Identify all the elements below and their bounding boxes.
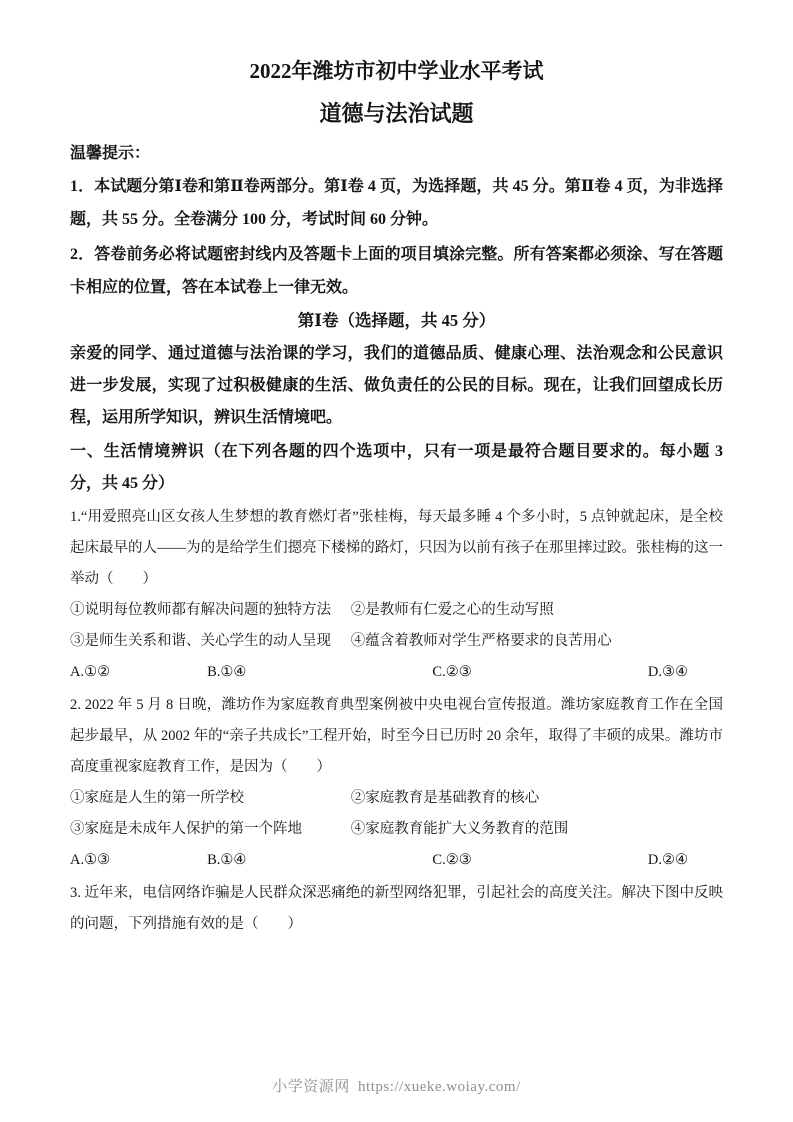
question-1-choice-c: C.②③	[432, 664, 472, 680]
footer-site-name: 小学资源网	[272, 1079, 350, 1095]
question-1-stem: 1.“用爱照亮山区女孩人生梦想的教育燃灯者”张桂梅，每天最多睡 4 个多小时，5 点钟就起床，是全校起床最早的人——为的是给学生们摁亮下楼梯的路灯，只因为以前有孩子在那里摔过跤。张桂梅的这一举动（ ）	[70, 509, 723, 587]
tip-item-2: 2．答卷前务必将试题密封线内及答题卡上面的项目填涂完整。所有答案都必须涂、写在答题卡相应的位置，答在本试卷上一律无效。	[70, 246, 723, 296]
question-1-option-3: ③是师生关系和谐、关心学生的动人呈现	[70, 633, 331, 649]
question-2-option-1: ①家庭是人生的第一所学校	[70, 790, 244, 806]
question-1-option-4: ④蕴含着教师对学生严格要求的良苦用心	[350, 633, 612, 649]
question-1-option-2: ②是教师有仁爱之心的生动写照	[350, 602, 554, 618]
tip-item-1: 1．本试题分第Ⅰ卷和第Ⅱ卷两部分。第Ⅰ卷 4 页，为选择题，共 45 分。第Ⅱ卷 4 页，为非选择题，共 55 分。全卷满分 100 分，考试时间 60 分钟。	[70, 178, 723, 228]
question-2-stem: 2. 2022 年 5 月 8 日晚，潍坊作为家庭教育典型案例被中央电视台宣传报道。潍坊家庭教育工作在全国起步最早，从 2002 年的“亲子共成长”工程开始，时至今日已历时 20 余年，取得了丰硕的成果。潍坊市高度重视家庭教育工作，是因为（ ）	[70, 697, 723, 775]
question-2-choices	[70, 845, 723, 876]
intro-paragraph: 亲爱的同学、通过道德与法治课的学习，我们的道德品质、健康心理、法治观念和公民意识进一步发展，实现了过积极健康的生活、做负责任的公民的目标。现在，让我们回望成长历程，运用所学知识，辨识生活情境吧。	[70, 345, 723, 426]
question-2	[70, 690, 723, 876]
question-1	[70, 502, 723, 688]
tips-header: 温馨提示：	[70, 145, 151, 162]
footer-watermark	[0, 1075, 793, 1096]
question-3	[70, 878, 723, 940]
question-1-option-1: ①说明每位教师都有解决问题的独特方法	[70, 602, 331, 618]
exam-title: 2022年潍坊市初中学业水平考试	[249, 59, 544, 83]
question-1-options	[70, 595, 723, 657]
question-1-choices	[70, 657, 723, 688]
question-1-choice-b: B.①④	[207, 664, 247, 680]
question-1-choice-a: A.①②	[70, 664, 111, 680]
question-2-choice-d: D.②④	[647, 852, 688, 868]
question-2-option-2: ②家庭教育是基础教育的核心	[350, 790, 540, 806]
question-3-stem: 3. 近年来，电信网络诈骗是人民群众深恶痛绝的新型网络犯罪，引起社会的高度关注。解决下图中反映的问题，下列措施有效的是（ ）	[70, 885, 723, 932]
footer-site-url: https://xueke.woiay.com/	[358, 1079, 521, 1095]
question-2-option-3: ③家庭是未成年人保护的第一个阵地	[70, 821, 302, 837]
exam-subject-title: 道德与法治试题	[319, 101, 474, 126]
question-2-choice-b: B.①④	[207, 852, 247, 868]
question-2-choice-a: A.①③	[70, 852, 111, 868]
part-1-heading: 一、生活情境辨识（在下列各题的四个选项中，只有一项是最符合题目要求的。每小题 3 分，共 45 分）	[70, 443, 723, 492]
question-2-option-4: ④家庭教育能扩大义务教育的范围	[350, 821, 569, 837]
question-2-choice-c: C.②③	[432, 852, 472, 868]
question-1-choice-d: D.③④	[647, 664, 688, 680]
question-2-options	[70, 783, 723, 845]
section-1-title: 第Ⅰ卷（选择题，共 45 分）	[297, 311, 496, 330]
